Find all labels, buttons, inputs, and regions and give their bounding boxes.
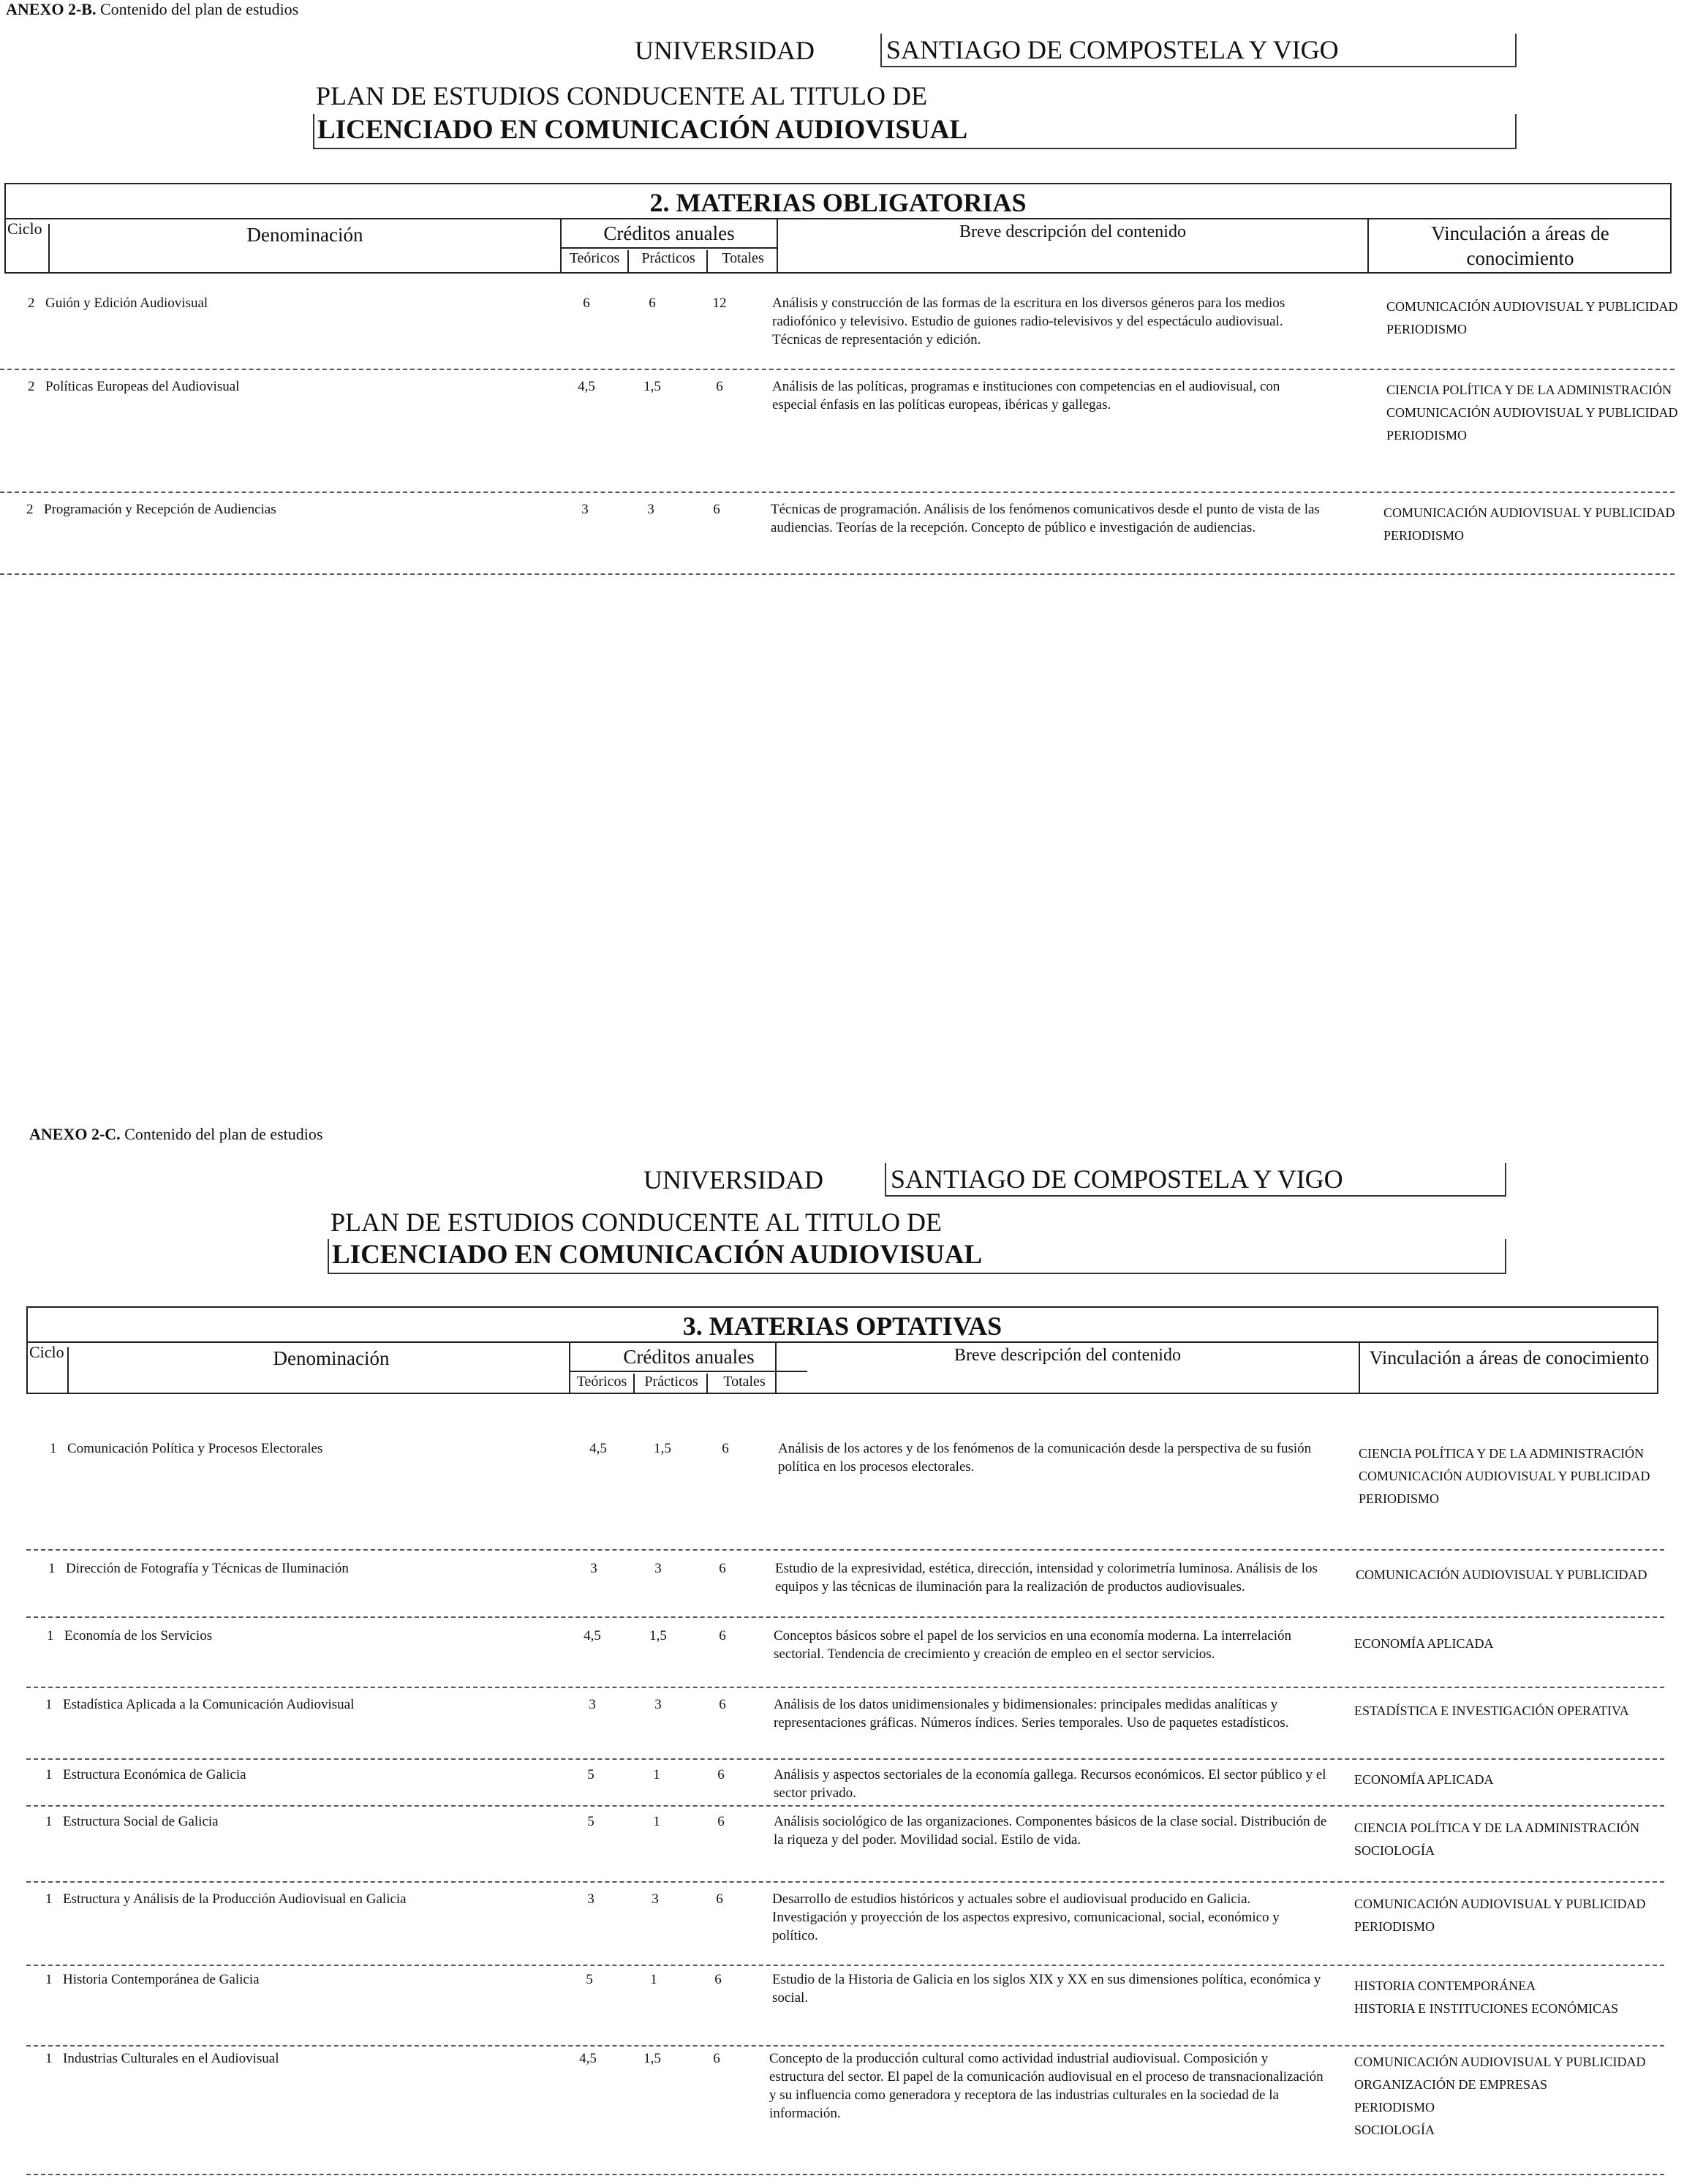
annex-b-header-vinculacion-1: Vinculación a áreas de xyxy=(1431,222,1609,244)
area-item: PERIODISMO xyxy=(1354,1919,1435,1934)
annex-b-header-creditos xyxy=(560,219,777,274)
area-item: CIENCIA POLÍTICA Y DE LA ADMINISTRACIÓN xyxy=(1354,1820,1640,1835)
annex-c-header-totales: Totales xyxy=(706,1374,781,1394)
area-item: COMUNICACIÓN AUDIOVISUAL Y PUBLICIDAD xyxy=(1386,299,1678,314)
annex-b-table-header xyxy=(4,183,1672,274)
row-areas xyxy=(1354,1896,1661,1941)
row-totales: 6 xyxy=(719,1697,726,1712)
row-ciclo: 2 xyxy=(28,379,35,394)
row-subject: Estructura y Análisis de la Producción Audiovisual en Galicia xyxy=(63,1891,407,1907)
row-subject: Programación y Recepción de Audiencias xyxy=(44,502,276,517)
annex-b-header-descripcion: Breve descripción del contenido xyxy=(777,219,1367,274)
annex-c-header-denominacion: Denominación xyxy=(67,1347,594,1394)
row-subject: Políticas Europeas del Audiovisual xyxy=(45,379,240,394)
row-description: Análisis de las políticas, programas e instituciones con competencias en el audiovisual, con especial énfasis en las políticas europeas, ibéricas y gallegas. xyxy=(772,379,1280,413)
row-areas xyxy=(1359,1445,1666,1513)
row-areas xyxy=(1354,2054,1661,2145)
annex-c-header-ciclo: Ciclo xyxy=(29,1343,64,1361)
row-practicos: 3 xyxy=(654,1561,662,1576)
annex-c-text: Contenido del plan de estudios xyxy=(124,1125,323,1143)
row-areas xyxy=(1354,1820,1661,1865)
area-item: COMUNICACIÓN AUDIOVISUAL Y PUBLICIDAD xyxy=(1354,1897,1646,1911)
annex-b-university-label: UNIVERSIDAD xyxy=(635,36,815,65)
annex-c-university-value: SANTIAGO DE COMPOSTELA Y VIGO xyxy=(885,1163,1506,1197)
row-areas xyxy=(1354,1703,1661,1725)
annex-c-header-creditos xyxy=(569,1343,807,1394)
row-divider xyxy=(0,369,1674,370)
area-item: SOCIOLOGÍA xyxy=(1354,1843,1435,1858)
row-ciclo: 1 xyxy=(45,1972,53,1987)
row-totales: 12 xyxy=(712,295,727,311)
row-ciclo: 1 xyxy=(45,1814,53,1829)
row-totales: 6 xyxy=(719,1561,726,1576)
area-item: ORGANIZACIÓN DE EMPRESAS xyxy=(1354,2077,1548,2092)
row-areas xyxy=(1354,1978,1661,2023)
row-areas xyxy=(1356,1567,1663,1589)
row-practicos: 3 xyxy=(654,1697,662,1712)
annex-c-university-label: UNIVERSIDAD xyxy=(643,1165,823,1194)
row-ciclo: 1 xyxy=(47,1628,54,1643)
annex-b-header-vinculacion xyxy=(1367,219,1672,274)
annex-b-degree: LICENCIADO EN COMUNICACIÓN AUDIOVISUAL xyxy=(313,114,1517,149)
annex-c-header-vinculacion: Vinculación a áreas de conocimiento xyxy=(1359,1343,1658,1394)
row-teoricos: 3 xyxy=(587,1891,594,1907)
area-item: CIENCIA POLÍTICA Y DE LA ADMINISTRACIÓN xyxy=(1359,1446,1645,1461)
row-subject: Industrias Culturales en el Audiovisual xyxy=(63,2051,279,2066)
row-totales: 6 xyxy=(717,1767,725,1782)
row-totales: 6 xyxy=(719,1628,726,1643)
row-practicos: 1,5 xyxy=(643,379,661,394)
row-description: Concepto de la producción cultural como actividad industrial audiovisual. Composición y estructura del sector. El papel de la comunicación audiovisual en el proceso de transnacionalización y su influencia como generadora y receptora de las industrias culturales en la sociedad de la información. xyxy=(769,2051,1324,2121)
row-totales: 6 xyxy=(714,1972,722,1987)
row-teoricos: 6 xyxy=(583,295,590,311)
row-teoricos: 5 xyxy=(587,1767,594,1782)
annex-c-table-title: 3. MATERIAS OPTATIVAS xyxy=(682,1311,1003,1341)
row-description: Conceptos básicos sobre el papel de los servicios en una economía moderna. La interrelación sectorial. Tendencia de crecimiento y creación de empleo en el sector servicios. xyxy=(774,1628,1292,1662)
row-teoricos: 4,5 xyxy=(589,1441,607,1456)
annex-c-header-descripcion: Breve descripción del contenido xyxy=(775,1343,1359,1394)
annex-c-plan-label: PLAN DE ESTUDIOS CONDUCENTE AL TITULO DE xyxy=(331,1208,942,1237)
annex-c-label xyxy=(29,1125,322,1144)
row-areas xyxy=(1354,1771,1661,1794)
annex-c-degree: LICENCIADO EN COMUNICACIÓN AUDIOVISUAL xyxy=(328,1239,1506,1274)
annex-b-header-totales: Totales xyxy=(706,250,778,272)
row-totales: 6 xyxy=(713,502,720,517)
annex-b-text: Contenido del plan de estudios xyxy=(99,0,299,18)
annex-b-header-ciclo: Ciclo xyxy=(7,219,42,238)
row-description: Técnicas de programación. Análisis de los fenómenos comunicativos desde el punto de vista de las audiencias. Teorías de la recepción. Concepto de público e investigación de audiencias. xyxy=(771,502,1320,535)
row-divider xyxy=(26,1805,1664,1807)
row-subject: Estructura Económica de Galicia xyxy=(63,1767,246,1782)
area-item: ECONOMÍA APLICADA xyxy=(1354,1772,1494,1787)
annex-b-header-creditos-label: Créditos anuales xyxy=(603,222,735,244)
area-item: HISTORIA E INSTITUCIONES ECONÓMICAS xyxy=(1354,2001,1619,2016)
area-item: PERIODISMO xyxy=(1383,528,1465,543)
row-description: Análisis y construcción de las formas de la escritura en los diversos géneros para los medios radiofónico y televisivo. Estudio de guiones radio-televisivos y del espectáculo audiovisual. Técnicas de representación y edición. xyxy=(772,295,1285,347)
row-description: Análisis de los datos unidimensionales y bidimensionales: principales medidas analíticas y representaciones gráficas. Números índices. Series temporales. Uso de paquetes estadísticos. xyxy=(774,1697,1289,1731)
row-totales: 6 xyxy=(713,2051,720,2066)
row-teoricos: 3 xyxy=(581,502,589,517)
row-areas xyxy=(1386,382,1684,450)
annex-b-university-value: SANTIAGO DE COMPOSTELA Y VIGO xyxy=(880,34,1517,67)
annex-b-code: ANEXO 2-B. xyxy=(6,0,97,18)
row-divider xyxy=(26,2174,1664,2175)
area-item: COMUNICACIÓN AUDIOVISUAL Y PUBLICIDAD xyxy=(1359,1469,1650,1483)
row-practicos: 1,5 xyxy=(649,1628,667,1643)
row-ciclo: 2 xyxy=(28,295,35,311)
row-ciclo: 1 xyxy=(48,1561,56,1576)
area-item: CIENCIA POLÍTICA Y DE LA ADMINISTRACIÓN xyxy=(1386,383,1672,397)
row-ciclo: 1 xyxy=(45,1767,53,1782)
row-teoricos: 4,5 xyxy=(578,379,595,394)
row-subject: Estadística Aplicada a la Comunicación Audiovisual xyxy=(63,1697,355,1712)
row-practicos: 1,5 xyxy=(643,2051,661,2066)
row-ciclo: 1 xyxy=(45,1891,53,1907)
row-areas xyxy=(1383,505,1684,550)
area-item: COMUNICACIÓN AUDIOVISUAL Y PUBLICIDAD xyxy=(1354,2055,1646,2069)
row-teoricos: 4,5 xyxy=(579,2051,597,2066)
area-item: PERIODISMO xyxy=(1359,1491,1440,1506)
row-teoricos: 5 xyxy=(586,1972,593,1987)
row-areas xyxy=(1354,1635,1661,1658)
row-ciclo: 1 xyxy=(45,1697,53,1712)
row-description: Análisis y aspectos sectoriales de la economía gallega. Recursos económicos. El sector público y el sector privado. xyxy=(774,1767,1326,1801)
row-divider xyxy=(26,1687,1664,1688)
area-item: SOCIOLOGÍA xyxy=(1354,2123,1435,2137)
annex-c-header-practicos: Prácticos xyxy=(633,1374,708,1394)
area-item: PERIODISMO xyxy=(1354,2100,1435,2115)
row-practicos: 1 xyxy=(650,1972,657,1987)
area-item: HISTORIA CONTEMPORÁNEA xyxy=(1354,1978,1536,1993)
row-subject: Dirección de Fotografía y Técnicas de Iluminación xyxy=(66,1561,349,1576)
row-divider xyxy=(26,1549,1664,1551)
area-item: PERIODISMO xyxy=(1386,322,1468,336)
row-practicos: 6 xyxy=(649,295,656,311)
row-subject: Guión y Edición Audiovisual xyxy=(45,295,208,311)
annex-b-label xyxy=(6,0,298,19)
annex-c-header-teoricos: Teóricos xyxy=(576,1374,627,1390)
annex-b-header-denominacion: Denominación xyxy=(48,224,560,274)
row-practicos: 1 xyxy=(653,1814,660,1829)
row-subject: Estructura Social de Galicia xyxy=(63,1814,219,1829)
row-description: Estudio de la expresividad, estética, dirección, intensidad y colorimetría luminosa. Análisis de los equipos y las técnicas de iluminación para la realización de productos audiovisuales. xyxy=(775,1561,1318,1594)
annex-b-table-title: 2. MATERIAS OBLIGATORIAS xyxy=(649,188,1027,217)
row-totales: 6 xyxy=(716,1891,723,1907)
row-description: Desarrollo de estudios históricos y actuales sobre el audiovisual producido en Galicia. Investigación y proyección de los aspectos expresivo, comunicacional, social, económico y político. xyxy=(772,1891,1280,1943)
row-totales: 6 xyxy=(717,1814,725,1829)
row-divider xyxy=(26,1758,1664,1760)
row-areas xyxy=(1386,298,1684,344)
annex-c-header-creditos-label: Créditos anuales xyxy=(623,1346,755,1368)
row-teoricos: 3 xyxy=(589,1697,596,1712)
area-item: ESTADÍSTICA E INVESTIGACIÓN OPERATIVA xyxy=(1354,1703,1629,1718)
row-divider xyxy=(0,492,1674,493)
row-description: Análisis de los actores y de los fenómenos de la comunicación desde la perspectiva de su fusión política en los procesos electorales. xyxy=(778,1441,1312,1475)
annex-b-header-practicos: Prácticos xyxy=(627,250,708,272)
area-item: COMUNICACIÓN AUDIOVISUAL Y PUBLICIDAD xyxy=(1356,1567,1647,1582)
row-description: Análisis sociológico de las organizaciones. Componentes básicos de la clase social. Distribución de la riqueza y del poder. Movilidad social. Estilo de vida. xyxy=(774,1814,1327,1848)
area-item: PERIODISMO xyxy=(1386,428,1468,443)
row-practicos: 1,5 xyxy=(654,1441,671,1456)
row-ciclo: 1 xyxy=(45,2051,53,2066)
area-item: COMUNICACIÓN AUDIOVISUAL Y PUBLICIDAD xyxy=(1386,405,1678,420)
area-item: ECONOMÍA APLICADA xyxy=(1354,1636,1494,1651)
row-subject: Economía de los Servicios xyxy=(64,1628,213,1643)
row-divider xyxy=(26,1881,1664,1883)
row-practicos: 3 xyxy=(647,502,654,517)
row-subject: Historia Contemporánea de Galicia xyxy=(63,1972,260,1987)
row-practicos: 1 xyxy=(653,1767,660,1782)
annex-b-header-teoricos: Teóricos xyxy=(569,250,620,266)
annex-c-code: ANEXO 2-C. xyxy=(29,1125,121,1143)
row-totales: 6 xyxy=(716,379,723,394)
annex-b-header-vinculacion-2: conocimiento xyxy=(1466,247,1574,269)
row-teoricos: 4,5 xyxy=(584,1628,601,1643)
row-ciclo: 1 xyxy=(50,1441,57,1456)
row-divider xyxy=(26,2045,1664,2046)
row-teoricos: 5 xyxy=(587,1814,594,1829)
annex-c-table-header xyxy=(26,1306,1658,1394)
row-teoricos: 3 xyxy=(590,1561,597,1576)
row-divider xyxy=(26,1616,1664,1618)
row-subject: Comunicación Política y Procesos Electorales xyxy=(67,1441,323,1456)
area-item: COMUNICACIÓN AUDIOVISUAL Y PUBLICIDAD xyxy=(1383,505,1675,520)
row-practicos: 3 xyxy=(652,1891,659,1907)
row-totales: 6 xyxy=(722,1441,729,1456)
annex-b-plan-label: PLAN DE ESTUDIOS CONDUCENTE AL TITULO DE xyxy=(316,81,927,110)
row-divider xyxy=(0,573,1674,575)
row-ciclo: 2 xyxy=(26,502,34,517)
row-description: Estudio de la Historia de Galicia en los siglos XIX y XX en sus dimensiones política, económica y social. xyxy=(772,1972,1321,2006)
row-divider xyxy=(26,1965,1664,1966)
